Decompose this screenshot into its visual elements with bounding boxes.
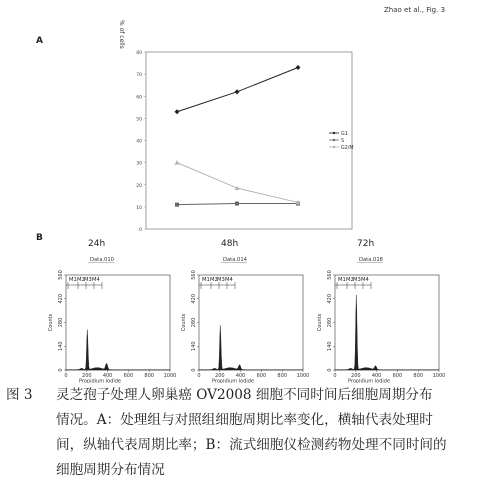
plot-area (146, 52, 352, 229)
y-tick-label: 0 (190, 368, 197, 372)
histogram-panel (313, 237, 445, 383)
y-tick-label: 280 (326, 317, 333, 328)
y-tick-label: 560 (326, 270, 333, 280)
x-tick-label: 600 (392, 373, 403, 379)
y-tick-label: 50 (136, 117, 142, 123)
gate-marker-label: M3 (217, 277, 225, 283)
x-tick-label: 200 (351, 373, 361, 379)
figure-caption (6, 383, 480, 483)
gate-marker-label: M2 (77, 277, 85, 283)
x-axis-label: Propidium Iodide (211, 378, 255, 383)
histogram-frame (335, 275, 439, 370)
legend (329, 131, 354, 151)
y-axis-label: % of cells (118, 20, 125, 49)
gate-marker-label: M2 (210, 277, 218, 283)
data-point (175, 160, 180, 165)
data-point (175, 109, 180, 114)
histogram-trace (66, 330, 170, 370)
gate-marker-label: M4 (92, 277, 100, 283)
y-tick-label: 560 (57, 270, 64, 280)
y-tick-label: 420 (57, 293, 64, 304)
histogram-svg (44, 237, 176, 383)
x-tick-label: 400 (371, 373, 382, 379)
x-tick-label: 1000 (163, 373, 176, 379)
x-tick-label: 600 (256, 373, 267, 379)
y-tick-label: 70 (136, 73, 142, 79)
caption-line-3: 间，纵轴代表周期比率；B：流式细胞仪检测药物处理不同时间的 (56, 437, 447, 453)
y-axis-label: Counts (48, 313, 54, 332)
data-point (175, 203, 179, 207)
series-line (177, 67, 298, 111)
y-ticks (136, 50, 146, 233)
legend-marker (333, 146, 335, 148)
series-line (177, 163, 298, 203)
x-axis-label: Propidium Iodide (78, 378, 122, 383)
x-axis-label: Propidium Iodide (347, 378, 391, 383)
caption-fig-label: 图 3 (6, 387, 33, 403)
histogram-trace (199, 325, 303, 370)
y-tick-label: 10 (136, 205, 142, 211)
y-tick-label: 0 (139, 228, 142, 233)
figure-reference: Zhao et al., Fig. 3 (384, 6, 446, 14)
histogram-title: 72h (357, 239, 375, 249)
x-tick-label: 0 (197, 373, 201, 379)
gate-marker-label: M1 (202, 277, 210, 283)
y-tick-label: 560 (190, 270, 197, 280)
y-tick-label: 420 (326, 293, 333, 304)
y-tick-label: 60 (136, 95, 142, 101)
histogram-title: 48h (221, 239, 239, 249)
y-tick-label: 140 (57, 341, 64, 352)
y-tick-label: 80 (136, 51, 142, 56)
x-tick-label: 800 (144, 373, 154, 379)
data-id-label: Data.018 (359, 257, 383, 263)
x-tick-label: 0 (333, 373, 337, 379)
data-id-label: Data.010 (90, 257, 114, 263)
caption-line-2: 情况。A：处理组与对照组细胞周期比率变化，横轴代表处理时 (56, 412, 433, 428)
legend-label: G2/M (341, 145, 354, 151)
histogram-title: 24h (88, 239, 106, 249)
x-tick-label: 1000 (296, 373, 309, 379)
panel-a-label: A (36, 36, 43, 46)
y-axis-label: Counts (181, 313, 187, 332)
histogram-trace (335, 295, 439, 370)
y-tick-label: 280 (57, 317, 64, 328)
histogram-frame (66, 275, 170, 370)
legend-marker (333, 132, 335, 134)
x-tick-label: 400 (102, 373, 113, 379)
y-tick-label: 280 (190, 317, 197, 328)
legend-label: S (341, 138, 345, 144)
y-tick-label: 20 (136, 183, 142, 189)
line-chart (110, 15, 410, 240)
x-tick-label: 800 (277, 373, 287, 379)
gate-marker-label: M1 (69, 277, 77, 283)
y-tick-label: 0 (326, 368, 333, 372)
y-tick-label: 40 (136, 139, 142, 145)
gate-marker-label: M3 (353, 277, 361, 283)
gate-marker-label: M1 (338, 277, 346, 283)
x-tick-label: 200 (82, 373, 92, 379)
y-tick-label: 30 (136, 161, 142, 167)
y-tick-label: 420 (190, 293, 197, 304)
histogram-panel (177, 237, 309, 383)
data-point (235, 202, 239, 206)
x-tick-label: 0 (64, 373, 68, 379)
panel-b-label: B (36, 233, 43, 243)
data-id-label: Data.014 (223, 257, 247, 263)
data-point (235, 89, 240, 94)
series-lines (175, 65, 301, 207)
y-tick-label: 140 (326, 341, 333, 352)
histogram-svg (313, 237, 445, 383)
data-point (296, 65, 301, 70)
legend-marker (333, 139, 335, 141)
caption-line-1: 灵芝孢子处理人卵巢癌 OV2008 细胞不同时间后细胞周期分布 (56, 387, 433, 403)
x-tick-label: 1000 (432, 373, 445, 379)
x-tick-label: 200 (215, 373, 225, 379)
histogram-panel (44, 237, 176, 383)
histogram-svg (177, 237, 309, 383)
y-tick-label: 0 (57, 368, 64, 372)
legend-label: G1 (341, 131, 348, 137)
caption-line-4: 细胞周期分布情况 (56, 462, 165, 478)
gate-marker-label: M4 (361, 277, 369, 283)
histogram-frame (199, 275, 303, 370)
gate-marker-label: M2 (346, 277, 354, 283)
x-tick-label: 400 (235, 373, 246, 379)
gate-marker-label: M3 (84, 277, 92, 283)
y-tick-label: 140 (190, 341, 197, 352)
gate-marker-label: M4 (225, 277, 233, 283)
x-tick-label: 600 (123, 373, 134, 379)
y-axis-label: Counts (317, 313, 323, 332)
x-tick-label: 800 (413, 373, 423, 379)
